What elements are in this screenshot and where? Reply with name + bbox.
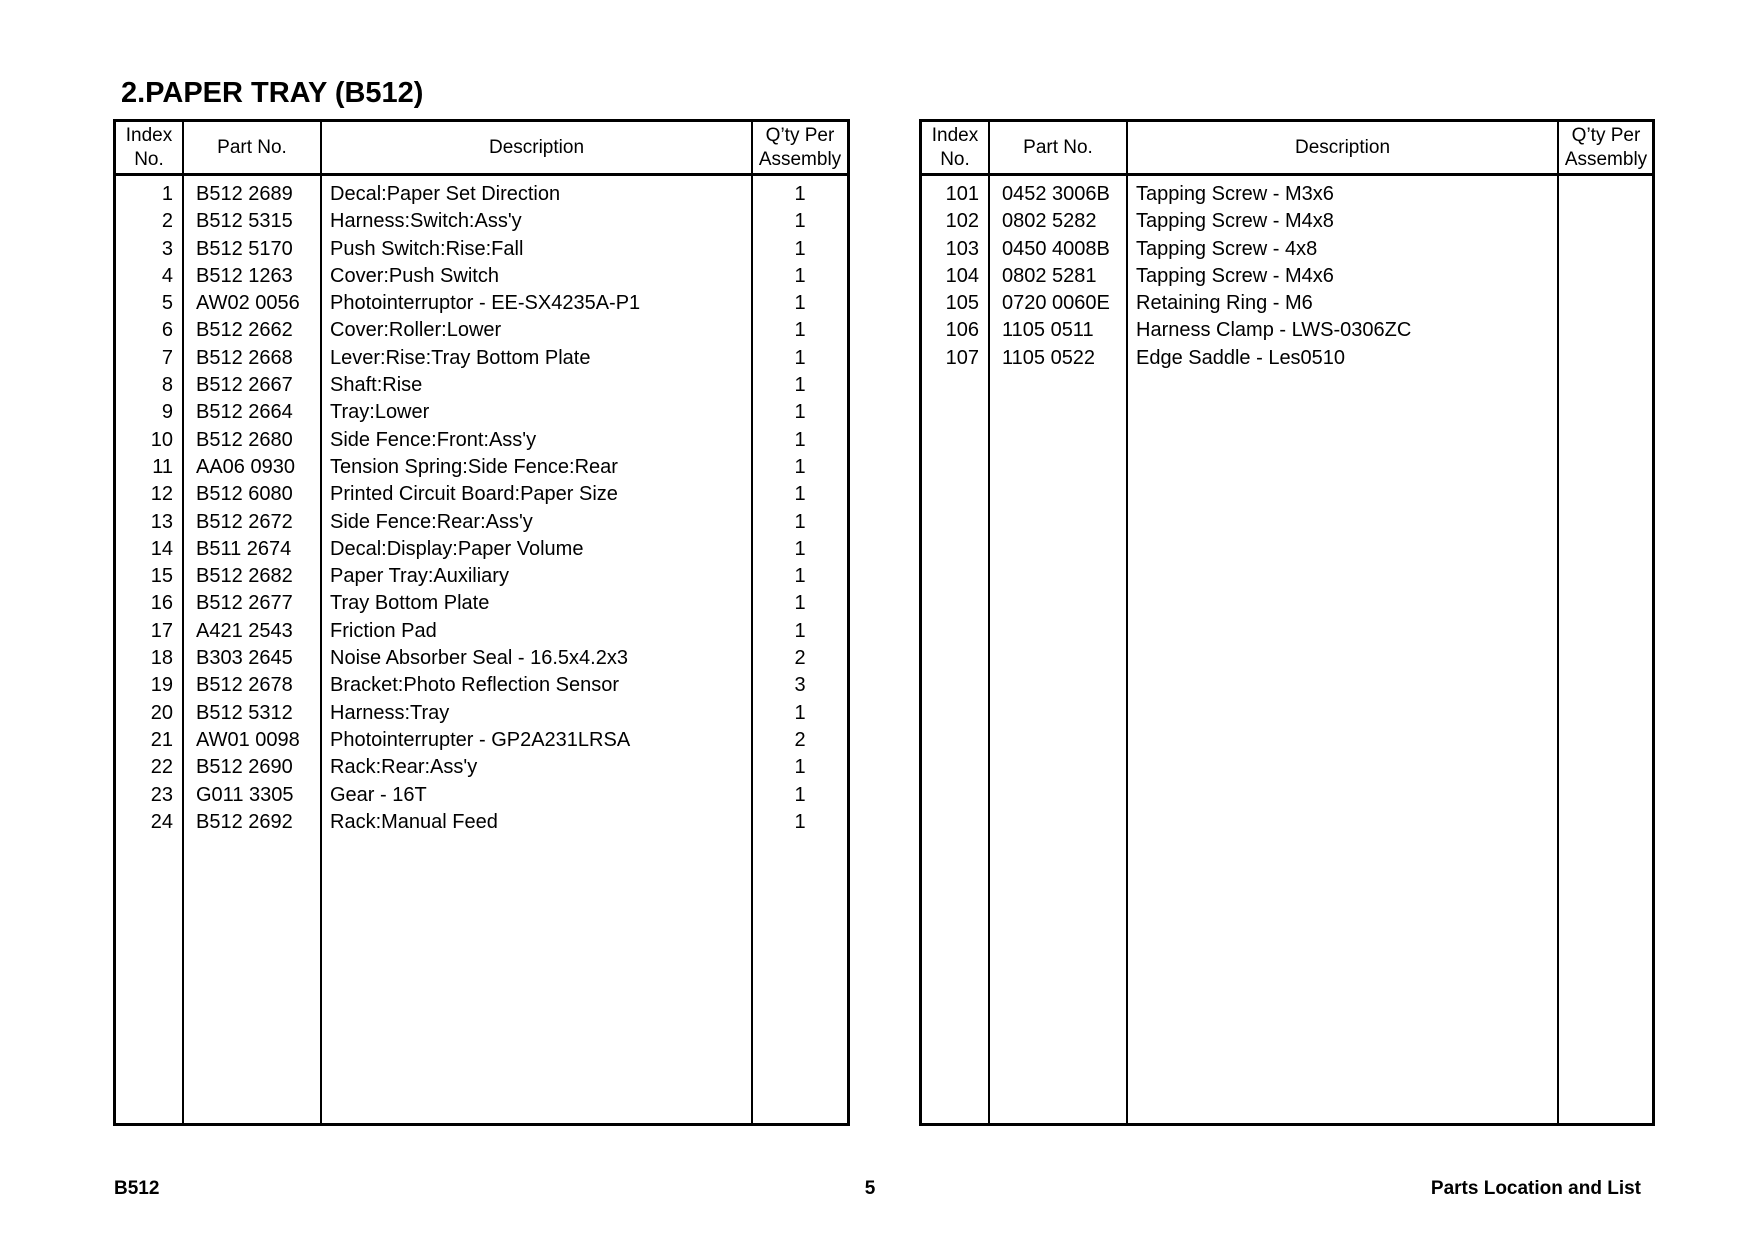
- index-cell: 18: [150, 647, 173, 670]
- index-cell: 104: [945, 264, 979, 287]
- part-number-cell: B511 2674: [196, 537, 292, 560]
- part-number-cell: B512 2689: [196, 183, 293, 205]
- index-cell: 101: [945, 183, 979, 205]
- index-cell: 102: [945, 210, 979, 233]
- table-row: [116, 809, 847, 836]
- index-cell: 9: [161, 401, 173, 424]
- description-cell: Retaining Ring - M6: [1136, 292, 1313, 315]
- footer-section-title: Parts Location and List: [1430, 1178, 1641, 1199]
- index-cell: 13: [150, 510, 173, 533]
- table-row: [116, 345, 847, 372]
- index-cell: 4: [161, 264, 173, 287]
- index-cell: 11: [152, 455, 173, 478]
- index-cell: 14: [150, 537, 173, 560]
- qty-cell: 1: [794, 701, 806, 724]
- description-cell: Side Fence:Front:Ass'y: [330, 428, 537, 451]
- description-cell: Tension Spring:Side Fence:Rear: [330, 455, 618, 478]
- index-cell: 12: [150, 483, 173, 506]
- qty-cell: 1: [794, 455, 806, 478]
- description-cell: Tray Bottom Plate: [330, 592, 490, 615]
- table-row: [116, 399, 847, 426]
- part-number-cell: 1105 0511: [1002, 319, 1094, 342]
- parts-table-left: [113, 119, 850, 1126]
- header-qty: Q’ty Per Assembly: [758, 124, 842, 170]
- index-cell: 21: [150, 728, 173, 751]
- table-row: [116, 536, 847, 563]
- description-cell: Cover:Roller:Lower: [330, 319, 502, 342]
- table-row: [116, 208, 847, 235]
- part-number-cell: B512 2682: [196, 565, 293, 588]
- qty-cell: 1: [794, 483, 806, 506]
- description-cell: Bracket:Photo Reflection Sensor: [330, 674, 620, 697]
- header-divider: [116, 173, 847, 176]
- table-row: [116, 427, 847, 454]
- part-number-cell: B303 2645: [196, 647, 293, 670]
- table-row: [116, 236, 847, 263]
- footer-model: B512: [114, 1178, 160, 1199]
- description-cell: Edge Saddle - Les0510: [1136, 346, 1346, 369]
- qty-cell: 1: [794, 401, 806, 424]
- part-number-cell: G011 3305: [196, 783, 294, 806]
- table-body-left: [116, 181, 847, 836]
- header-part-no: Part No.: [1023, 136, 1093, 158]
- table-row: [116, 481, 847, 508]
- description-cell: Shaft:Rise: [330, 374, 423, 397]
- qty-cell: 3: [794, 674, 806, 697]
- table-row: [116, 317, 847, 344]
- description-cell: Tapping Screw - M3x6: [1136, 183, 1334, 205]
- table-row: [116, 672, 847, 699]
- part-number-cell: B512 2690: [196, 756, 293, 779]
- header-index: Index No.: [125, 124, 173, 170]
- index-cell: 15: [150, 565, 173, 588]
- index-cell: 20: [150, 701, 173, 724]
- qty-cell: 1: [794, 346, 806, 369]
- table-row: [116, 645, 847, 672]
- table-row: [116, 563, 847, 590]
- part-number-cell: B512 5312: [196, 701, 293, 724]
- part-number-cell: B512 1263: [196, 264, 293, 287]
- table-row: [922, 317, 1652, 344]
- qty-cell: 1: [794, 810, 806, 833]
- qty-cell: 1: [794, 292, 806, 315]
- qty-cell: 1: [794, 374, 806, 397]
- qty-cell: 1: [794, 183, 806, 205]
- part-number-cell: B512 2677: [196, 592, 293, 615]
- qty-cell: 1: [794, 210, 806, 233]
- part-number-cell: B512 2678: [196, 674, 293, 697]
- qty-cell: 1: [794, 537, 806, 560]
- description-cell: Cover:Push Switch: [330, 264, 499, 287]
- description-cell: Harness:Tray: [330, 701, 450, 724]
- index-cell: 2: [161, 210, 173, 233]
- part-number-cell: B512 6080: [196, 483, 293, 506]
- index-cell: 8: [161, 374, 173, 397]
- description-cell: Tapping Screw - 4x8: [1136, 237, 1318, 260]
- table-row: [922, 345, 1652, 372]
- index-cell: 105: [945, 292, 979, 315]
- part-number-cell: 0720 0060E: [1002, 292, 1110, 315]
- table-row: [116, 727, 847, 754]
- description-cell: Decal:Paper Set Direction: [330, 183, 561, 205]
- qty-cell: 1: [794, 592, 806, 615]
- index-cell: 5: [161, 292, 173, 315]
- description-cell: Rack:Manual Feed: [330, 810, 498, 833]
- table-row: [922, 236, 1652, 263]
- table-row: [116, 618, 847, 645]
- index-cell: 10: [150, 428, 173, 451]
- description-cell: Side Fence:Rear:Ass'y: [330, 510, 533, 533]
- description-cell: Photointerruptor - EE-SX4235A-P1: [330, 292, 641, 315]
- part-number-cell: 0802 5282: [1002, 210, 1097, 233]
- header-divider: [922, 173, 1652, 176]
- part-number-cell: AW01 0098: [196, 728, 300, 751]
- qty-cell: 1: [794, 783, 806, 806]
- header-qty: Q’ty Per Assembly: [1564, 124, 1648, 170]
- part-number-cell: AW02 0056: [196, 292, 300, 315]
- qty-cell: 2: [794, 728, 806, 751]
- qty-cell: 1: [794, 756, 806, 779]
- part-number-cell: B512 2667: [196, 374, 293, 397]
- index-cell: 3: [161, 237, 173, 260]
- table-row: [922, 181, 1652, 208]
- table-row: [116, 263, 847, 290]
- header-part-no: Part No.: [217, 136, 287, 158]
- description-cell: Harness Clamp - LWS-0306ZC: [1136, 319, 1412, 342]
- table-body-right: [922, 181, 1652, 372]
- index-cell: 6: [161, 319, 173, 342]
- description-cell: Rack:Rear:Ass'y: [330, 756, 478, 779]
- footer-page-number: 5: [864, 1178, 876, 1199]
- description-cell: Paper Tray:Auxiliary: [330, 565, 509, 588]
- index-cell: 7: [161, 346, 173, 369]
- description-cell: Photointerrupter - GP2A231LRSA: [330, 728, 631, 751]
- description-cell: Friction Pad: [330, 619, 437, 642]
- description-cell: Lever:Rise:Tray Bottom Plate: [330, 346, 591, 369]
- qty-cell: 1: [794, 319, 806, 342]
- table-row: [116, 590, 847, 617]
- page-title: 2.PAPER TRAY (B512): [121, 77, 424, 109]
- qty-cell: 1: [794, 565, 806, 588]
- table-row: [922, 208, 1652, 235]
- table-row: [116, 290, 847, 317]
- part-number-cell: B512 5170: [196, 237, 293, 260]
- index-cell: 107: [945, 346, 979, 369]
- description-cell: Tapping Screw - M4x6: [1136, 264, 1334, 287]
- part-number-cell: A421 2543: [196, 619, 293, 642]
- table-row: [116, 754, 847, 781]
- table-row: [922, 290, 1652, 317]
- table-row: [116, 181, 847, 208]
- index-cell: 23: [150, 783, 173, 806]
- part-number-cell: AA06 0930: [196, 455, 295, 478]
- index-cell: 1: [161, 183, 173, 205]
- index-cell: 106: [945, 319, 979, 342]
- description-cell: Gear - 16T: [330, 783, 427, 806]
- index-cell: 17: [150, 619, 173, 642]
- parts-table-right: [919, 119, 1655, 1126]
- table-row: [116, 454, 847, 481]
- description-cell: Decal:Display:Paper Volume: [330, 537, 584, 560]
- index-cell: 103: [945, 237, 979, 260]
- header-description: Description: [1294, 136, 1391, 158]
- description-cell: Tray:Lower: [330, 401, 430, 424]
- description-cell: Harness:Switch:Ass'y: [330, 210, 522, 233]
- part-number-cell: B512 2668: [196, 346, 293, 369]
- description-cell: Printed Circuit Board:Paper Size: [330, 483, 618, 506]
- part-number-cell: 1105 0522: [1002, 346, 1096, 369]
- part-number-cell: 0802 5281: [1002, 264, 1097, 287]
- qty-cell: 1: [794, 428, 806, 451]
- qty-cell: 1: [794, 510, 806, 533]
- part-number-cell: B512 2672: [196, 510, 293, 533]
- qty-cell: 2: [794, 647, 806, 670]
- description-cell: Noise Absorber Seal - 16.5x4.2x3: [330, 647, 628, 670]
- qty-cell: 1: [794, 619, 806, 642]
- table-row: [116, 782, 847, 809]
- index-cell: 16: [150, 592, 173, 615]
- table-row: [116, 509, 847, 536]
- part-number-cell: B512 2662: [196, 319, 293, 342]
- header-description: Description: [488, 136, 585, 158]
- header-index: Index No.: [931, 124, 979, 170]
- part-number-cell: B512 2680: [196, 428, 293, 451]
- description-cell: Push Switch:Rise:Fall: [330, 237, 524, 260]
- table-row: [922, 263, 1652, 290]
- part-number-cell: B512 2692: [196, 810, 293, 833]
- part-number-cell: 0452 3006B: [1002, 183, 1110, 205]
- qty-cell: 1: [794, 264, 806, 287]
- table-row: [116, 372, 847, 399]
- part-number-cell: B512 2664: [196, 401, 293, 424]
- part-number-cell: 0450 4008B: [1002, 237, 1110, 260]
- description-cell: Tapping Screw - M4x8: [1136, 210, 1334, 233]
- index-cell: 19: [150, 674, 173, 697]
- qty-cell: 1: [794, 237, 806, 260]
- part-number-cell: B512 5315: [196, 210, 293, 233]
- table-row: [116, 700, 847, 727]
- index-cell: 22: [150, 756, 173, 779]
- index-cell: 24: [150, 810, 173, 833]
